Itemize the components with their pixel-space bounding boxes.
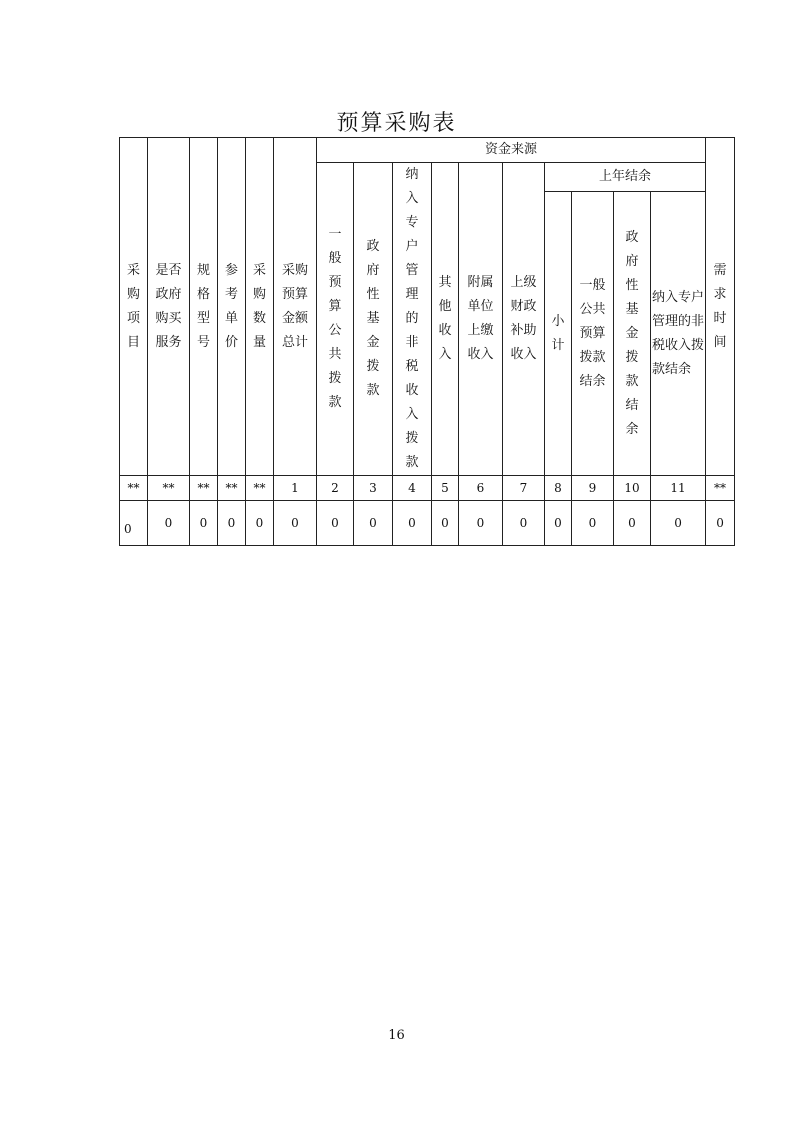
header-nontax: 纳入专户管理的非税收入拨款 (393, 163, 432, 476)
code-cell: 1 (274, 476, 317, 501)
data-cell: 0 (190, 501, 218, 546)
code-cell: 4 (393, 476, 432, 501)
table-row (120, 501, 735, 546)
code-cell: 8 (545, 476, 572, 501)
header-ref-price: 参考单价 (218, 138, 246, 476)
code-cell: ** (218, 476, 246, 501)
code-cell: 11 (651, 476, 706, 501)
code-cell: 5 (432, 476, 459, 501)
header-general-balance: 一般公共预算拨款结余 (572, 192, 614, 476)
data-cell: 0 (148, 501, 190, 546)
header-other-income: 其他收入 (432, 163, 459, 476)
data-cell: 0 (246, 501, 274, 546)
data-cell: 0 (218, 501, 246, 546)
code-cell: 10 (614, 476, 651, 501)
page-number: 16 (388, 1028, 405, 1043)
header-total: 采购预算金额总计 (274, 138, 317, 476)
header-subtotal: 小计 (545, 192, 572, 476)
header-prev-balance: 上年结余 (545, 163, 706, 192)
code-cell: 9 (572, 476, 614, 501)
header-gov-service: 是否政府购买服务 (148, 138, 190, 476)
header-gov-fund: 政府性基金拨款 (354, 163, 393, 476)
code-cell: ** (246, 476, 274, 501)
header-item: 采购项目 (120, 138, 148, 476)
data-cell: 0 (651, 501, 706, 546)
code-cell: 3 (354, 476, 393, 501)
header-nontax-balance: 纳入专户管理的非税收入拨款结余 (651, 192, 706, 476)
code-cell: ** (706, 476, 735, 501)
data-cell: 0 (354, 501, 393, 546)
header-superior: 上级财政补助收入 (503, 163, 545, 476)
code-cell: ** (190, 476, 218, 501)
data-cell: 0 (274, 501, 317, 546)
code-cell: 2 (317, 476, 354, 501)
data-cell: 0 (706, 501, 735, 546)
code-cell: 6 (459, 476, 503, 501)
code-cell: 7 (503, 476, 545, 501)
header-required-time: 需求时间 (706, 138, 735, 476)
header-gov-fund-balance: 政府性基金拨款结余 (614, 192, 651, 476)
code-cell: ** (148, 476, 190, 501)
header-spec: 规格型号 (190, 138, 218, 476)
data-cell: 0 (432, 501, 459, 546)
header-quantity: 采购数量 (246, 138, 274, 476)
data-cell: 0 (503, 501, 545, 546)
data-cell: 0 (459, 501, 503, 546)
page-title: 预算采购表 (336, 111, 457, 136)
data-cell: 0 (572, 501, 614, 546)
code-row (120, 476, 735, 501)
header-fund-source: 资金来源 (317, 138, 706, 163)
data-cell: 0 (120, 501, 148, 546)
data-cell: 0 (317, 501, 354, 546)
budget-procurement-table (119, 137, 735, 546)
data-cell: 0 (545, 501, 572, 546)
data-cell: 0 (614, 501, 651, 546)
code-cell: ** (120, 476, 148, 501)
header-general-budget: 一般预算公共拨款 (317, 163, 354, 476)
header-affiliated: 附属单位上缴收入 (459, 163, 503, 476)
data-cell: 0 (393, 501, 432, 546)
